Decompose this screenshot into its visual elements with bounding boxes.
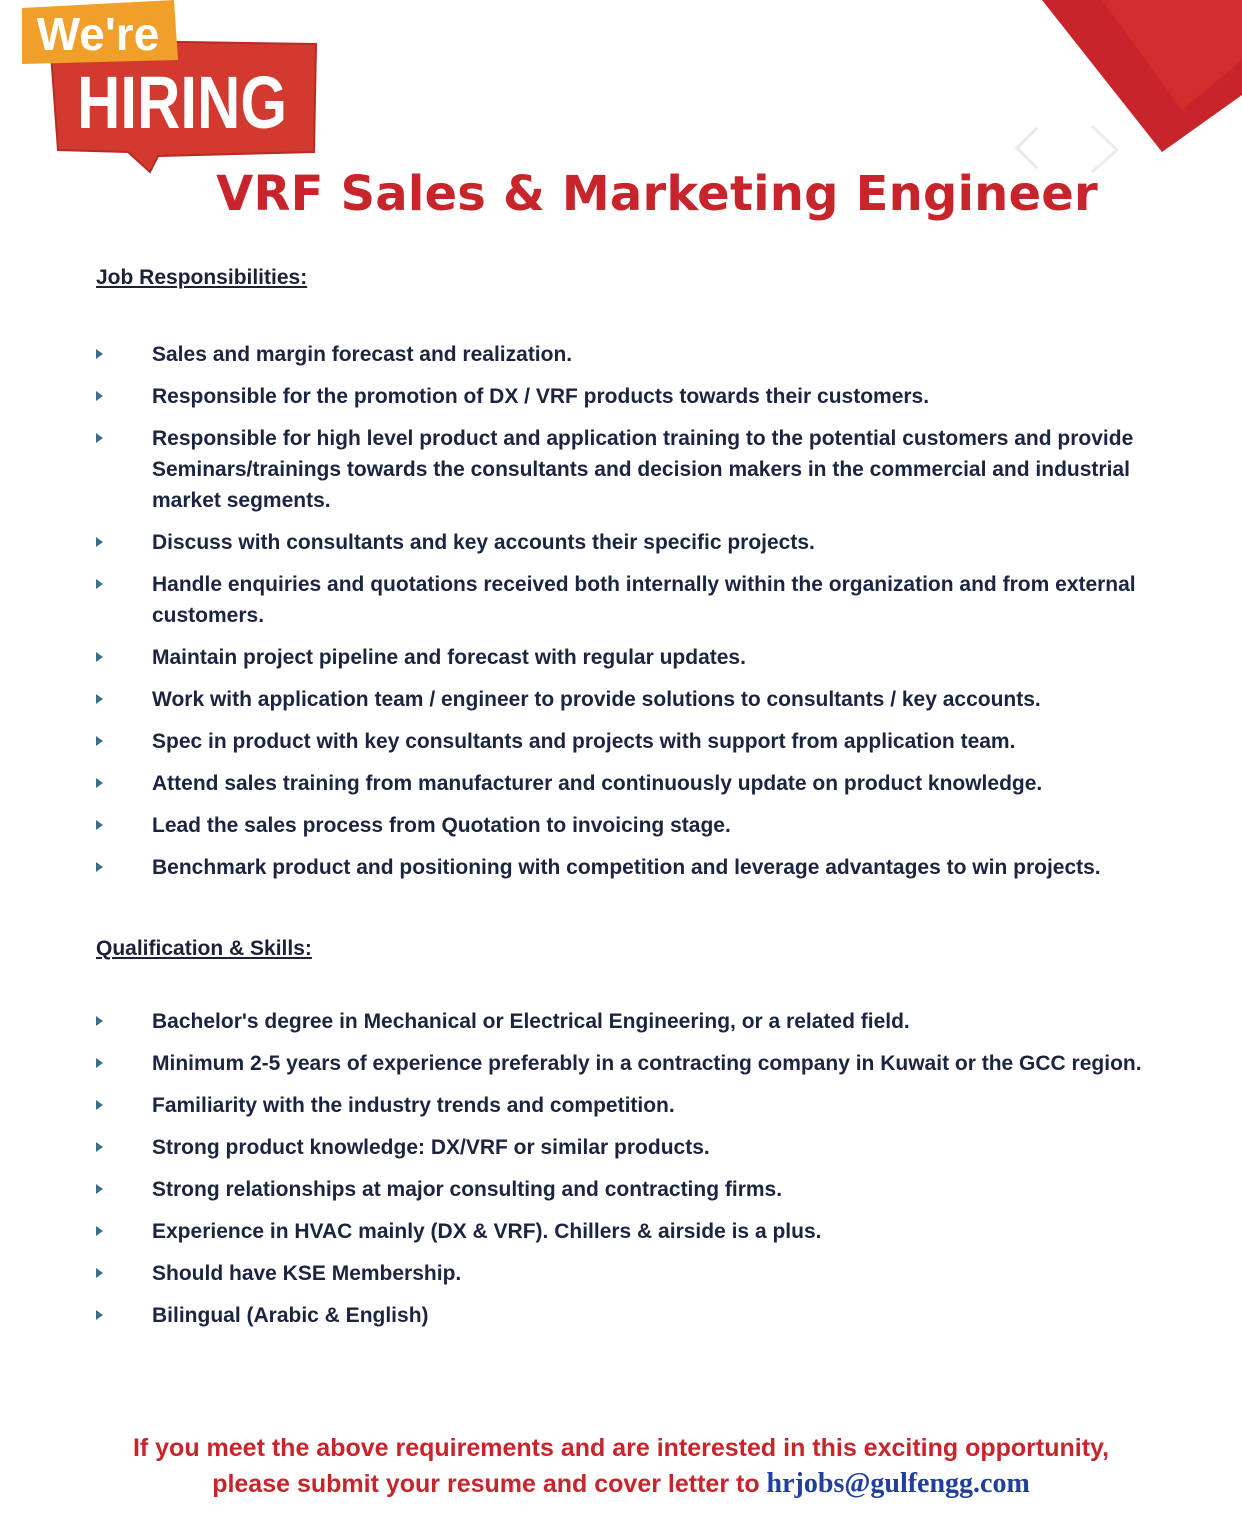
triangle-bullet-icon — [96, 694, 103, 704]
banner-line1: We're — [36, 8, 160, 60]
responsibilities-item-text: Work with application team / engineer to provide solutions to consultants / key accounts. — [152, 688, 1041, 711]
footer-line-1: If you meet the above requirements and are interested in this exciting opportunity, — [132, 1434, 1110, 1462]
hiring-banner — [18, 0, 328, 175]
responsibilities-heading: Job Responsibilities: — [96, 266, 308, 289]
triangle-bullet-icon — [96, 1100, 103, 1110]
responsibilities-item-text: Discuss with consultants and key accounts their specific projects. — [152, 531, 815, 554]
responsibilities-item-text: Lead the sales process from Quotation to invoicing stage. — [152, 814, 731, 837]
responsibilities-item — [0, 642, 1242, 673]
triangle-bullet-icon — [96, 579, 103, 589]
triangle-bullet-icon — [96, 537, 103, 547]
qualifications-item-text: Strong product knowledge: DX/VRF or similar products. — [152, 1136, 710, 1159]
contact-email-link[interactable]: hrjobs@gulfengg.com — [766, 1468, 1030, 1499]
qualifications-item — [0, 1300, 1242, 1331]
qualifications-item-text: Experience in HVAC mainly (DX & VRF). Chillers & airside is a plus. — [152, 1220, 822, 1243]
triangle-bullet-icon — [96, 1310, 103, 1320]
responsibilities-item — [0, 768, 1242, 799]
responsibilities-item — [0, 527, 1242, 558]
triangle-bullet-icon — [96, 1142, 103, 1152]
responsibilities-item — [0, 684, 1242, 715]
qualifications-item-text: Bachelor's degree in Mechanical or Electrical Engineering, or a related field. — [152, 1010, 910, 1033]
qualifications-item-text: Should have KSE Membership. — [152, 1262, 462, 1285]
responsibilities-item — [0, 852, 1242, 883]
triangle-bullet-icon — [96, 1268, 103, 1278]
responsibilities-item-text: Benchmark product and positioning with competition and leverage advantages to win projects. — [152, 856, 1101, 879]
responsibilities-item — [0, 381, 1242, 412]
qualifications-item-text: Minimum 2-5 years of experience preferably in a contracting company in Kuwait or the GCC region. — [152, 1052, 1142, 1075]
triangle-bullet-icon — [96, 736, 103, 746]
qualifications-item — [0, 1132, 1242, 1163]
qualifications-heading: Qualification & Skills: — [96, 937, 312, 960]
triangle-bullet-icon — [96, 1184, 103, 1194]
responsibilities-item — [0, 339, 1242, 370]
responsibilities-item-text: Responsible for the promotion of DX / VRF products towards their customers. — [152, 385, 930, 408]
triangle-bullet-icon — [96, 820, 103, 830]
triangle-bullet-icon — [96, 433, 103, 443]
qualifications-item — [0, 1090, 1242, 1121]
qualifications-item — [0, 1258, 1242, 1289]
triangle-bullet-icon — [96, 652, 103, 662]
triangle-bullet-icon — [96, 1226, 103, 1236]
responsibilities-item-text: Attend sales training from manufacturer and continuously update on product knowledge. — [152, 772, 1043, 795]
responsibilities-item — [0, 569, 1242, 631]
responsibilities-item-text: Spec in product with key consultants and projects with support from application team. — [152, 730, 1016, 753]
triangle-bullet-icon — [96, 1016, 103, 1026]
qualifications-item — [0, 1216, 1242, 1247]
footer-line-2 — [0, 1466, 1242, 1502]
responsibilities-item — [0, 423, 1242, 516]
responsibilities-item-text: Handle enquiries and quotations received both internally within the organization and from external customers. — [152, 573, 1136, 627]
qualifications-item — [0, 1048, 1242, 1079]
banner-line2: HIRING — [77, 61, 287, 144]
qualifications-list — [0, 1006, 1242, 1342]
triangle-bullet-icon — [96, 391, 103, 401]
responsibilities-item — [0, 726, 1242, 757]
triangle-bullet-icon — [96, 778, 103, 788]
triangle-bullet-icon — [96, 862, 103, 872]
qualifications-item — [0, 1174, 1242, 1205]
job-title: VRF Sales & Marketing Engineer — [216, 166, 1098, 222]
responsibilities-item-text: Responsible for high level product and application training to the potential customers and provide Seminars/trainings towards the consultants and decision makers in the commercial and industrial market segments. — [152, 427, 1134, 512]
triangle-bullet-icon — [96, 349, 103, 359]
qualifications-item-text: Familiarity with the industry trends and competition. — [152, 1094, 675, 1117]
triangle-bullet-icon — [96, 1058, 103, 1068]
responsibilities-item-text: Maintain project pipeline and forecast with regular updates. — [152, 646, 746, 669]
responsibilities-item-text: Sales and margin forecast and realization. — [152, 343, 573, 366]
responsibilities-list — [0, 339, 1242, 894]
responsibilities-item — [0, 810, 1242, 841]
qualifications-item-text: Bilingual (Arabic & English) — [152, 1304, 429, 1327]
footer-submit-text: please submit your resume and cover letter to — [212, 1470, 767, 1498]
qualifications-item — [0, 1006, 1242, 1037]
qualifications-item-text: Strong relationships at major consulting and contracting firms. — [152, 1178, 783, 1201]
corner-decoration — [982, 0, 1242, 175]
